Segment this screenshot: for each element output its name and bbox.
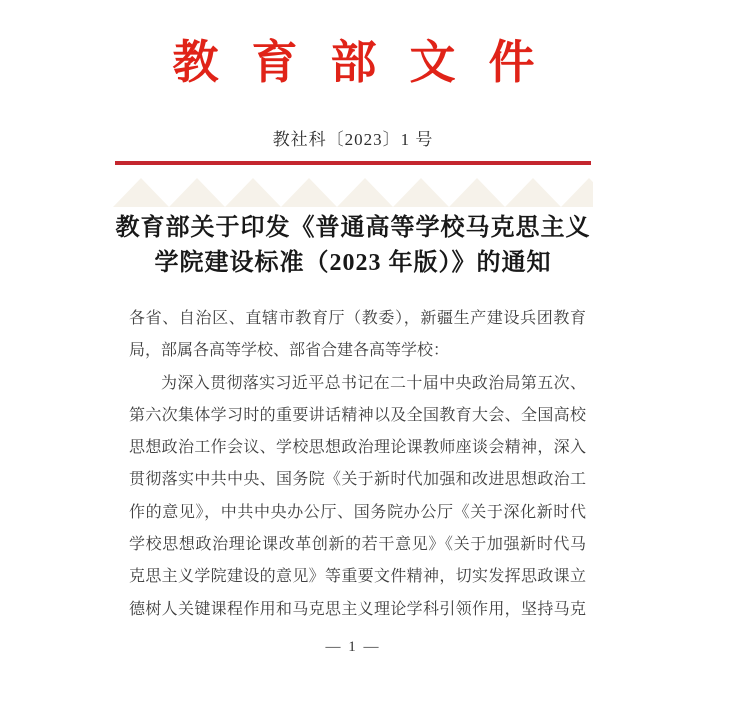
- document-body: [129, 303, 586, 626]
- body-line: 克思主义学院建设的意见》等重要文件精神，切实发挥思政课立: [129, 568, 586, 586]
- document-title-line2: 学院建设标准（2023 年版）》的通知: [154, 250, 552, 276]
- watermark-zigzag-pattern: [113, 169, 593, 207]
- body-line: 各省、自治区、直辖市教育厅（教委），新疆生产建设兵团教育: [129, 310, 586, 327]
- document-title: [0, 211, 706, 281]
- document-number: 教社科〔2023〕1 号: [272, 130, 434, 149]
- document-title-line1: 教育部关于印发《普通高等学校马克思主义: [115, 215, 591, 241]
- body-line: 思想政治工作会议、学校思想政治理论课教师座谈会精神，深入: [129, 439, 586, 457]
- body-line: 德树人关键课程作用和马克思主义理论学科引领作用，坚持马克: [129, 600, 586, 618]
- body-line: 贯彻落实中共中央、国务院《关于新时代加强和改进思想政治工: [129, 471, 586, 489]
- page-number: — 1 —: [325, 639, 381, 655]
- body-line: 学校思想政治理论课改革创新的若干意见》《关于加强新时代马: [129, 536, 586, 554]
- body-line: 作的意见》，中共中央办公厅、国务院办公厅《关于深化新时代: [129, 503, 586, 521]
- body-line: 为深入贯彻落实习近平总书记在二十届中央政治局第五次、: [161, 374, 586, 392]
- document-header-title: 教育部文件: [172, 37, 568, 88]
- body-line: 局，部属各高等学校、部省合建各高等学校：: [129, 342, 450, 360]
- body-line: 第六次集体学习时的重要讲话精神以及全国教育大会、全国高校: [129, 406, 586, 424]
- header-divider-line: [115, 161, 591, 165]
